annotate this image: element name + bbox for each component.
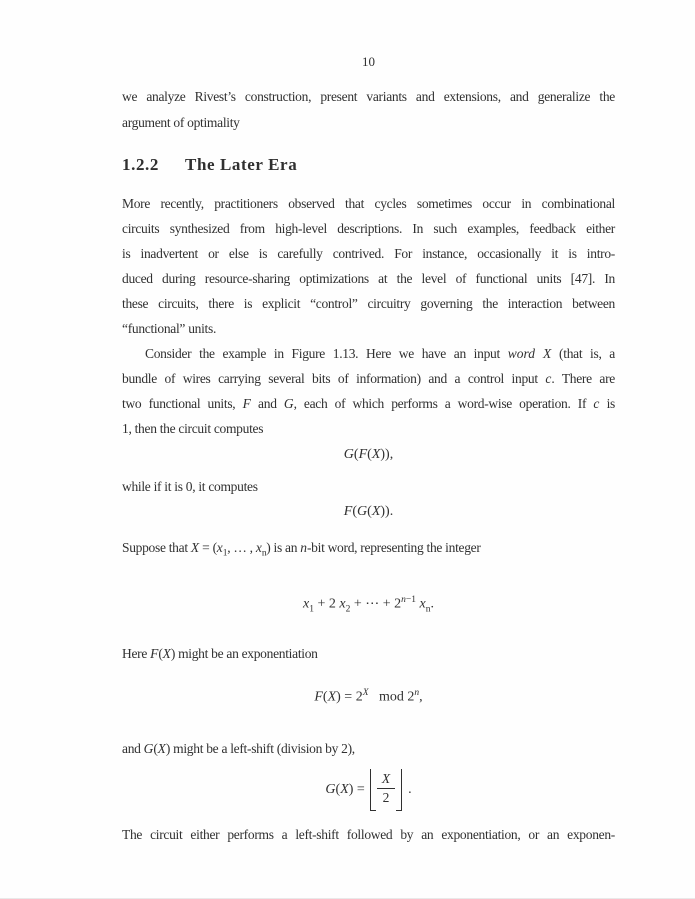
text-line: two functional units, F and G, each of which performs a word-wise operation. If c is (122, 396, 615, 411)
equation-period: . (408, 781, 412, 797)
text-line: Consider the example in Figure 1.13. Here we have an input word X (that is, a (145, 346, 615, 361)
fraction (377, 771, 395, 806)
equation-exponentiation: $F(X) = 2^X$ mod 2$^n$, (314, 688, 423, 705)
text-line: these circuits, there is explicit “control” circuitry governing the interaction between (122, 296, 615, 311)
text-line: “functional” units. (122, 321, 217, 336)
text-column (122, 0, 615, 847)
text-line: and G(X) might be a left-shift (division by 2), (122, 740, 355, 756)
section-number: 1.2.2 (122, 155, 159, 174)
page-number: 10 (362, 54, 375, 69)
fraction-numerator: X (377, 771, 395, 789)
text-line: Here F(X) might be an exponentiation (122, 646, 318, 662)
text-line: 1, then the circuit computes (122, 421, 264, 436)
text-line: circuits synthesized from high-level descriptions. In such examples, feedback either (122, 221, 615, 236)
paragraph-more-recently (122, 191, 615, 341)
equation-binary-sum: $x_1 + 2$ $x_2$ + ⋯ + $2^{n-1}$ $x_n$. (303, 594, 434, 615)
floor-expression (370, 769, 402, 811)
text-line: More recently, practitioners observed that cycles sometimes occur in combinational (122, 196, 615, 211)
text-line: while if it is 0, it computes (122, 479, 258, 494)
paragraph-consider-example (122, 341, 615, 441)
equation-lhs: G(X) = (325, 781, 365, 797)
text-line: bundle of wires carrying several bits of information) and a control input c. There are (122, 371, 615, 386)
text-line: argument of optimality (122, 115, 240, 130)
equation-floor-shift (122, 769, 615, 811)
text-line: we analyze Rivest’s construction, present variants and extensions, and generalize the (122, 89, 615, 104)
text-line: duced during resource-sharing optimizations at the level of functional units [47]. In (122, 271, 615, 286)
equation-f-of-g: F(G(X)). (343, 504, 394, 519)
fraction-denominator: 2 (382, 789, 390, 805)
section-heading (122, 153, 615, 177)
opening-paragraph (122, 84, 615, 136)
floor-bracket-right-icon (396, 769, 402, 811)
text-line: is inadvertent or else is carefully contrived. For instance, occasionally it is intro- (122, 246, 615, 261)
text-line: Suppose that $X = (x_1$, … , $x_n$) is an n-bit word, representing the integer (122, 540, 481, 559)
floor-bracket-left-icon (370, 769, 376, 811)
equation-g-of-f: G(F(X)), (343, 447, 394, 462)
section-title: The Later Era (185, 155, 298, 174)
text-line: The circuit either performs a left-shift followed by an exponentiation, or an exponen- (122, 826, 615, 842)
